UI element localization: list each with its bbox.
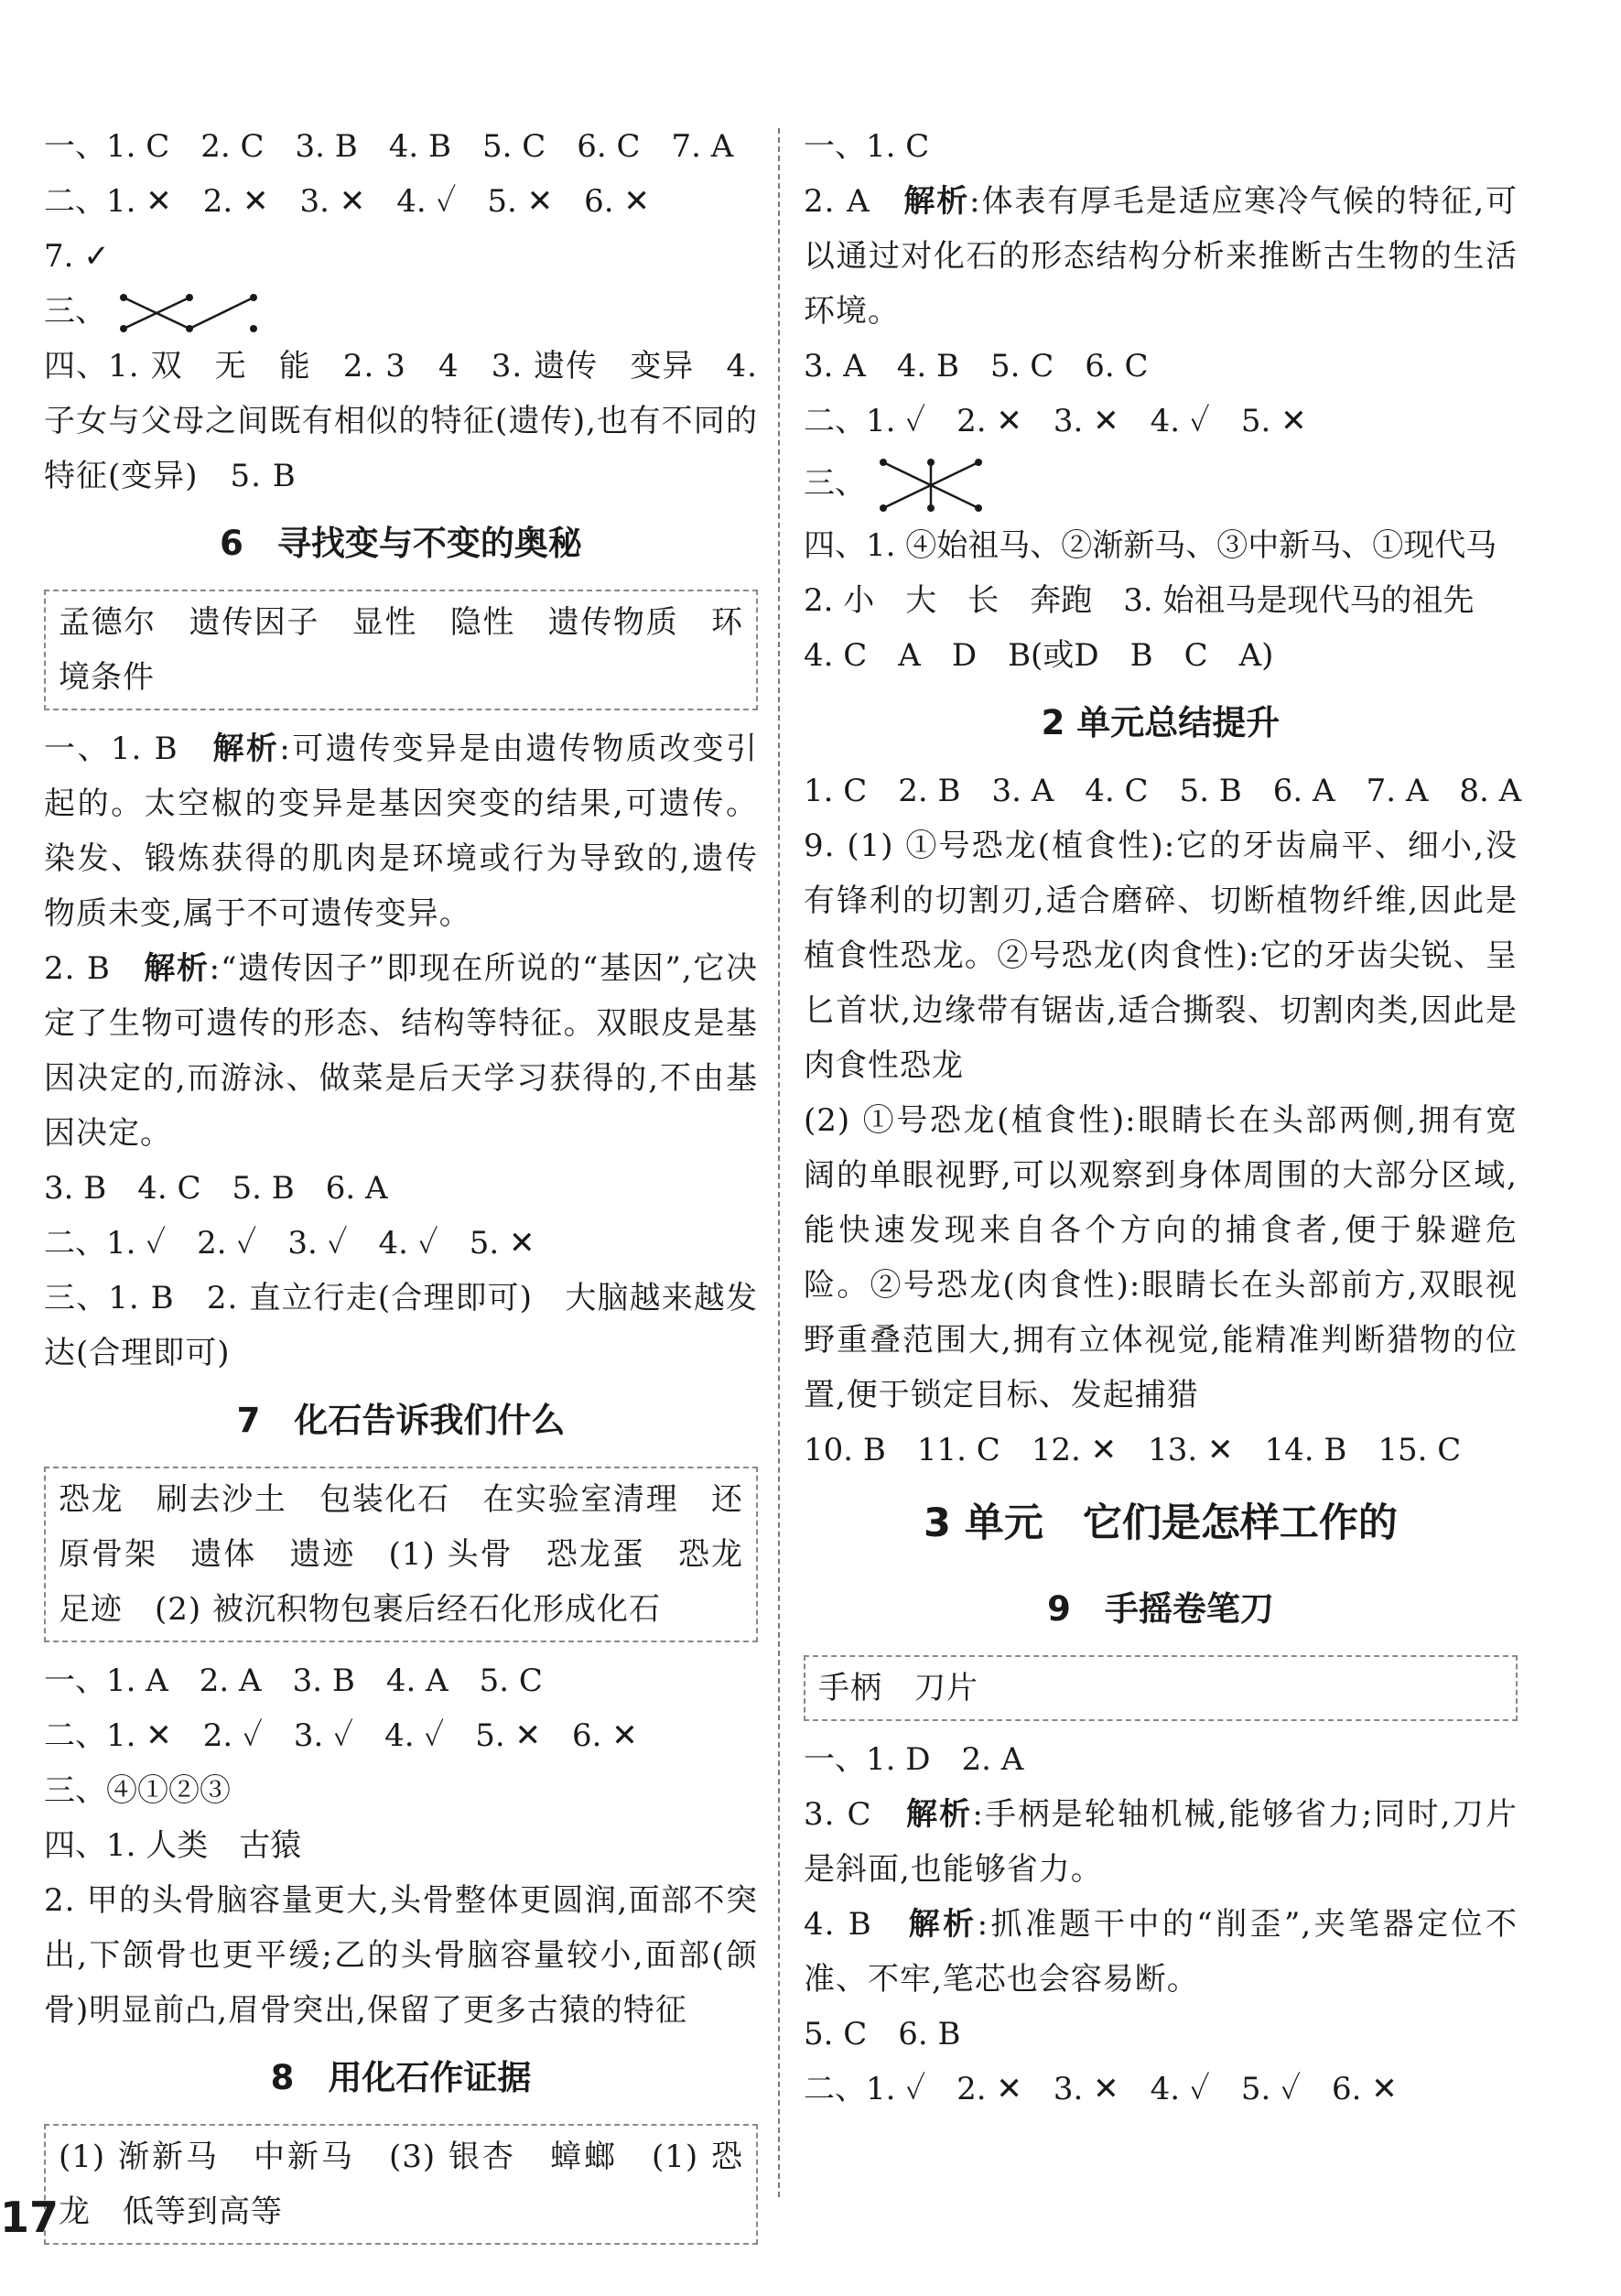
section-title: 9 手摇卷笔刀 — [1047, 1589, 1274, 1629]
answer-line: 4. C A D B(或D B C A) — [804, 637, 1274, 674]
answer-line: 2. 小 大 长 奔跑 3. 始祖马是现代马的祖先 — [804, 582, 1475, 619]
answer-paragraph: 四、1. 双 无 能 2. 3 4 3. 遗传 变异 4. 子女与父母之间既有相似的特征(遗传),也有不同的特征(变异) 5. B — [44, 348, 758, 494]
answer-line: 二、1. ✓ 2. ✓ 3. ✓ 4. ✓ 5. ✕ — [44, 1225, 535, 1262]
answer-paragraph — [804, 174, 1518, 339]
answer-line: 二、1. ✕ 2. ✓ 3. ✓ 4. ✓ 5. ✕ 6. ✕ — [44, 1717, 638, 1754]
answer-label: 三、 — [44, 293, 106, 330]
answer-line: 三、④①②③ — [44, 1772, 231, 1809]
answer-line: 二、1. ✓ 2. ✕ 3. ✕ 4. ✓ 5. ✕ — [804, 403, 1307, 439]
left-column — [44, 119, 758, 2256]
answer-paragraph — [44, 721, 758, 941]
keyword-box: 孟德尔 遗传因子 显性 隐性 遗传物质 环境条件 — [44, 590, 758, 710]
answer-line: 二、1. ✕ 2. ✕ 3. ✕ 4. ✓ 5. ✕ 6. ✕ — [44, 183, 650, 220]
answer-prefix: 4. B — [804, 1906, 872, 1943]
answer-line: 四、1. ④始祖马、②渐新马、③中新马、①现代马 — [804, 527, 1497, 564]
analysis-text: :体表有厚毛是适应寒冷气候的特征,可以通过对化石的形态结构分析来推断古生物的生活环境。 — [804, 183, 1518, 330]
analysis-text: :手柄是轮轴机械,能够省力;同时,刀片是斜面,也能够省力。 — [804, 1796, 1518, 1888]
keyword-box: 手柄 刀片 — [804, 1655, 1518, 1721]
analysis-text: :抓准题干中的“削歪”,夹笔器定位不准、不牢,笔芯也会容易断。 — [804, 1906, 1518, 1998]
answer-line: 一、1. A 2. A 3. B 4. A 5. C — [44, 1662, 543, 1699]
analysis-text: :可遗传变异是由遗传物质改变引起的。太空椒的变异是基因突变的结果,可遗传。染发、锻炼获得的肌肉是环境或行为导致的,遗传物质未变,属于不可遗传变异。 — [44, 731, 758, 932]
answer-prefix: 3. C — [804, 1796, 872, 1833]
answer-line: 1. C 2. B 3. A 4. C 5. B 6. A 7. A 8. A — [804, 773, 1522, 809]
section-title: 8 用化石作证据 — [270, 2058, 532, 2097]
analysis-text: :“遗传因子”即现在所说的“基因”,它决定了生物可遗传的形态、结构等特征。双眼皮是基因决定的,而游泳、做菜是后天学习获得的,不由基因决定。 — [44, 950, 759, 1152]
unit-title: 3 单元 它们是怎样工作的 — [924, 1500, 1398, 1546]
analysis-label: 解析 — [144, 950, 210, 987]
answer-line: 3. B 4. C 5. B 6. A — [44, 1170, 388, 1207]
analysis-label: 解析 — [908, 1906, 978, 1943]
matching-lines-icon — [876, 455, 986, 515]
matching-answer — [44, 284, 758, 339]
right-column — [804, 119, 1522, 2117]
answer-prefix: 2. B — [44, 950, 111, 987]
answer-prefix: 一、1. B — [44, 731, 178, 767]
matching-answer — [804, 449, 1518, 518]
page-number: 17 — [0, 2193, 59, 2242]
section-title: 6 寻找变与不变的奥秘 — [220, 524, 582, 563]
answer-paragraph — [804, 1897, 1518, 2007]
answer-paragraph: 三、1. B 2. 直立行走(合理即可) 大脑越来越发达(合理即可) — [44, 1280, 758, 1371]
analysis-label: 解析 — [212, 731, 280, 767]
matching-lines-icon — [116, 290, 263, 336]
keyword-box: 恐龙 刷去沙土 包装化石 在实验室清理 还原骨架 遗体 遗迹 (1) 头骨 恐龙蛋 恐龙足迹 (2) 被沉积物包裹后经石化形成化石 — [44, 1467, 758, 1642]
column-divider — [778, 128, 780, 2197]
answer-prefix: 2. A — [804, 183, 870, 220]
answer-line: 一、1. C 2. C 3. B 4. B 5. C 6. C 7. A — [44, 128, 734, 165]
analysis-label: 解析 — [903, 183, 970, 220]
answer-paragraph — [44, 941, 758, 1161]
answer-line: 二、1. ✓ 2. ✕ 3. ✕ 4. ✓ 5. ✓ 6. ✕ — [804, 2071, 1398, 2107]
answer-line: 四、1. 人类 古猿 — [44, 1827, 302, 1864]
section-title: 7 化石告诉我们什么 — [236, 1401, 566, 1440]
answer-line: 7. ✓ — [44, 238, 110, 275]
answer-line: 一、1. D 2. A — [804, 1741, 1024, 1778]
answer-paragraph: (2) ①号恐龙(植食性):眼睛长在头部两侧,拥有宽阔的单眼视野,可以观察到身体周围的大部分区域,能快速发现来自各个方向的捕食者,便于躲避危险。②号恐龙(肉食性):眼睛长在头部前方,双眼视野重叠范围大,拥有立体视觉,能精准判断猎物的位置,便于锁定目标、发起捕猎 — [804, 1102, 1518, 1413]
answer-line: 5. C 6. B — [804, 2016, 961, 2052]
answer-paragraph: 9. (1) ①号恐龙(植食性):它的牙齿扁平、细小,没有锋利的切割刃,适合磨碎、切断植物纤维,因此是植食性恐龙。②号恐龙(肉食性):它的牙齿尖锐、呈匕首状,边缘带有锯齿,适合撕裂、切割肉类,因此是肉食性恐龙 — [804, 828, 1518, 1084]
analysis-label: 解析 — [905, 1796, 973, 1833]
unit-summary-title: 2 单元总结提升 — [1041, 703, 1281, 742]
answer-paragraph: 2. 甲的头骨脑容量更大,头骨整体更圆润,面部不突出,下颌骨也更平缓;乙的头骨脑容量较小,面部(颌骨)明显前凸,眉骨突出,保留了更多古猿的特征 — [44, 1882, 758, 2029]
answer-paragraph — [804, 1787, 1518, 1897]
answer-line: 一、1. C — [804, 128, 930, 165]
keyword-box: (1) 渐新马 中新马 (3) 银杏 蟑螂 (1) 恐龙 低等到高等 — [44, 2124, 758, 2245]
answer-line: 10. B 11. C 12. ✕ 13. ✕ 14. B 15. C — [804, 1432, 1462, 1468]
answer-line: 3. A 4. B 5. C 6. C — [804, 348, 1149, 384]
answer-label: 三、 — [804, 465, 866, 502]
